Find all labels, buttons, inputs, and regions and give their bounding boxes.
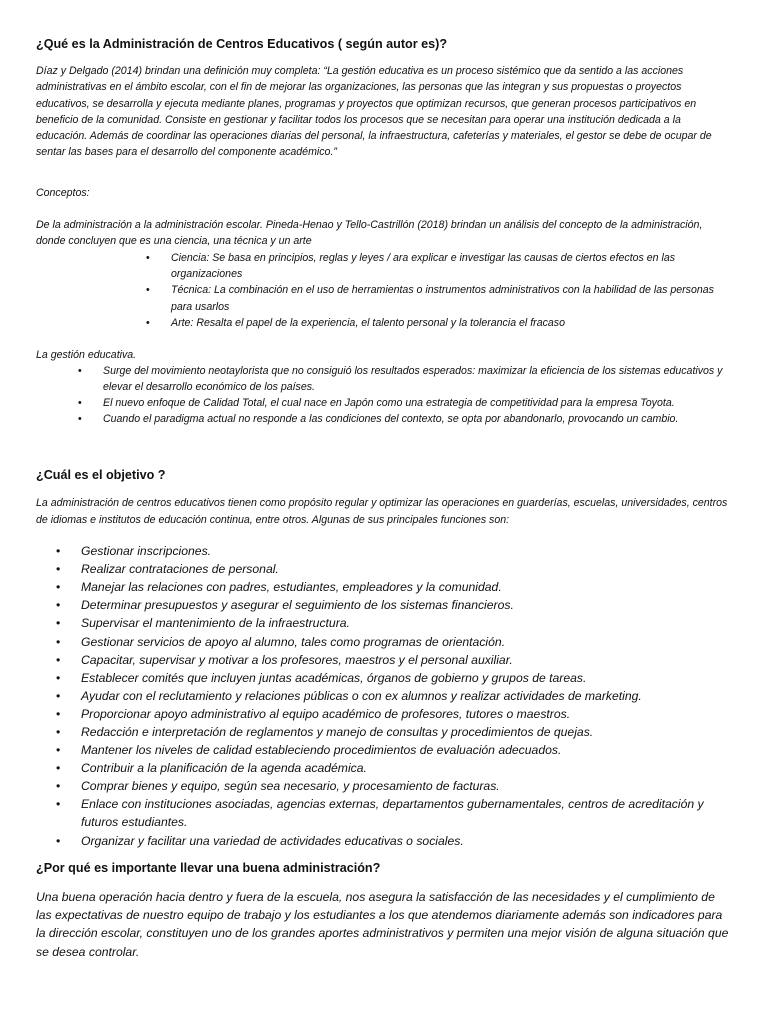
- section-title-importance: ¿Por qué es importante llevar una buena administración?: [36, 860, 381, 875]
- list-item: • Manejar las relaciones con padres, estudiantes, empleadores y la comunidad.: [36, 578, 732, 596]
- list-item: • Ciencia: Se basa en principios, reglas y leyes / ara explicar e investigar las causas de ciertos efectos en las organizaciones: [36, 250, 732, 283]
- list-item: • Ayudar con el reclutamiento y relaciones públicas o con ex alumnos y realizar actividades de marketing.: [36, 687, 732, 705]
- conceptos-label: Conceptos:: [36, 186, 90, 199]
- list-item: • El nuevo enfoque de Calidad Total, el cual nace en Japón como una estrategia de competitividad para la empresa Toyota.: [36, 395, 732, 411]
- list-item: • Arte: Resalta el papel de la experiencia, el talento personal y la tolerancia el fracaso: [36, 315, 732, 331]
- importance-paragraph: Una buena operación hacia dentro y fuera de la escuela, nos asegura la satisfacción de las necesidades y el cumplimiento de las expectativas de nuestro equipo de trabajo y los estudiantes a los que atendemos diariamente además son indicadores para la dirección escolar, constituyen uno de los grandes aportes administrativos y permiten una mejor visión de alguna situación que se desea controlar.: [36, 889, 729, 959]
- admin-concepts-list: [36, 250, 732, 331]
- list-item: • Redacción e interpretación de reglamentos y manejo de consultas y procedimientos de quejas.: [36, 723, 732, 741]
- list-item: • Cuando el paradigma actual no responde a las condiciones del contexto, se opta por abandonarlo, provocando un cambio.: [36, 411, 732, 427]
- section-title-definition: ¿Qué es la Administración de Centros Educativos ( según autor es)?: [36, 37, 448, 51]
- list-item: • Gestionar inscripciones.: [36, 542, 732, 560]
- list-item: • Enlace con instituciones asociadas, agencias externas, departamentos gubernamentales, centros de acreditación y futuros estudiantes.: [36, 795, 732, 831]
- list-item: • Comprar bienes y equipo, según sea necesario, y procesamiento de facturas.: [36, 777, 732, 795]
- objective-intro-paragraph: La administración de centros educativos tienen como propósito regular y optimizar las operaciones en guarderías, escuelas, universidades, centros de idiomas e institutos de educación continua, entre otros. Algunas de sus principales funciones son:: [36, 497, 728, 526]
- section-title-objective: ¿Cuál es el objetivo ?: [36, 468, 166, 483]
- list-item: • Capacitar, supervisar y motivar a los profesores, maestros y el personal auxiliar.: [36, 651, 732, 669]
- list-item: • Gestionar servicios de apoyo al alumno, tales como programas de orientación.: [36, 633, 732, 651]
- list-item: • Realizar contrataciones de personal.: [36, 560, 732, 578]
- list-item: • Proporcionar apoyo administrativo al equipo académico de profesores, tutores o maestros.: [36, 705, 732, 723]
- list-item: • Supervisar el mantenimiento de la infraestructura.: [36, 614, 732, 632]
- list-item: • Determinar presupuestos y asegurar el seguimiento de los sistemas financieros.: [36, 596, 732, 614]
- list-item: • Organizar y facilitar una variedad de actividades educativas o sociales.: [36, 832, 732, 850]
- admin-intro-paragraph: De la administración a la administración escolar. Pineda-Henao y Tello-Castrillón (2018) brindan un análisis del concepto de la administración, donde concluyen que es una ciencia, una técnica y un arte: [36, 219, 703, 248]
- gestion-list: [36, 363, 732, 427]
- list-item: • Establecer comités que incluyen juntas académicas, órganos de gobierno y grupos de tareas.: [36, 669, 732, 687]
- list-item: • Contribuir a la planificación de la agenda académica.: [36, 759, 732, 777]
- functions-list: [36, 542, 732, 850]
- gestion-label: La gestión educativa.: [36, 349, 137, 362]
- list-item: • Surge del movimiento neotaylorista que no consiguió los resultados esperados: maximizar la eficiencia de los sistemas educativos y elevar el desarrollo económico de los países.: [36, 363, 732, 395]
- list-item: • Mantener los niveles de calidad estableciendo procedimientos de evaluación adecuados.: [36, 741, 732, 759]
- list-item: • Técnica: La combinación en el uso de herramientas o instrumentos administrativos con la habilidad de las personas para usarlos: [36, 282, 732, 315]
- definition-paragraph: Díaz y Delgado (2014) brindan una definición muy completa: “La gestión educativa es un proceso sistémico que da sentido a las acciones administrativas en el ámbito escolar, con el fin de mejorar las organizaciones, las personas que las integran y sus propuestas o proyectos educativos, se desarrolla y ejecuta mediante planes, programas y proyectos que optimizan recursos, que generan procesos participativos en beneficio de la comunidad. Consiste en gestionar y facilitar todos los procesos que se necesitan para operar una institución dedicada a la educación. Además de coordinar las operaciones diarias del personal, la infraestructura, cafeterías y materiales, el gestor se debe de ocupar de sentar las bases para el desarrollo del componente académico.”: [36, 65, 712, 159]
